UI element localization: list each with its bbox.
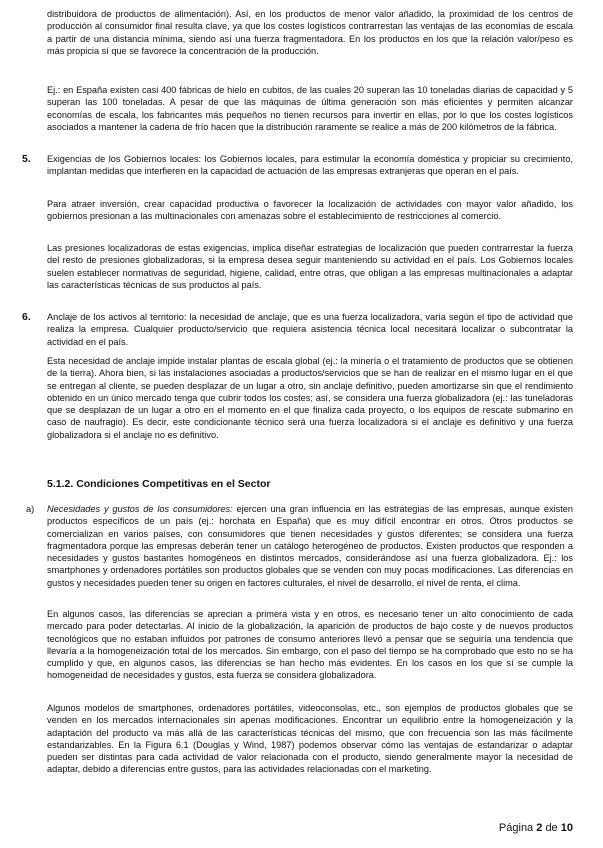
paragraph-continuation: distribuidora de productos de alimentación). Así, en los productos de menor valor añadido, la proximidad de los centros de producción al consumidor final resulta clave, ya que los costes logísticos contrarrestan las ventajas de las economías de escala a partir de una distancia mínima, siendo así una fuerza fragmentadora. En los productos en los que la relación valor/peso es más propicia sí que se favorece la concentración de la producción. — [47, 9, 573, 56]
paragraph-asset-anchoring: Anclaje de los activos al territorio: la necesidad de anclaje, que es una fuerza localizadora, varía según el tipo de actividad que realiza la empresa. Cualquier producto/servicio que requiera asistencia técnica local necesitará localizar o subcontratar la actividad en el país. — [47, 312, 573, 347]
paragraph-ice-example: Ej.: en España existen casi 400 fábricas de hielo en cubitos, de las cuales 20 superan las 10 toneladas diarias de capacidad y 5 superan las 100 toneladas. A pesar de que las máquinas de última generación son más eficientes y permiten alcanzar economías de escala, los fabricantes más pequeños no tienen recursos para invertir en ellas, por lo que los costes logísticos asociados a mantener la cadena de frío hacen que la distribución raramente se realice a más de 200 kilómetros de la fábrica. — [47, 85, 573, 132]
list-number-6: 6. — [22, 311, 31, 323]
paragraph-anchoring-need: Esta necesidad de anclaje impide instalar plantas de escala global (ej.: la minería o el tratamiento de productos que se obtienen de la tierra). Ahora bien, si las instalaciones asociadas a productos/servicios que se han de realizar en el mismo lugar en el que se entregan al cliente, se pueden desplazar de un lugar a otro, sin anclaje definitivo, pueden amortizarse sin que el rendimiento obtenido en un único mercado tenga que cubrir todos los costes; así, se considera una fuerza globalizadora (ej.: las tuneladoras que se desplazan de un lugar a otro en el momento en el que finaliza cada proyecto, o los equipos de rescate submarino en caso de naufragio). Es decir, este condicionante técnico será una fuerza localizadora si el anclaje es definitivo y una fuerza globalizadora si el anclaje no es definitivo. — [47, 356, 573, 440]
paragraph-differences: En algunos casos, las diferencias se aprecian a primera vista y en otros, es necesario tener un alto conocimiento de cada mercado para poder detectarlas. Al inicio de la globalización, la aparición de productos de bajo coste y de nuevos productos tecnológicos que no estaban influidos por patrones de consumo anteriores llevó a pensar que se seguiría una tendencia que llevaría a la homogeneización total de los mercados. Sin embargo, con el paso del tiempo se ha comprobado que esto no se ha cumplido y que, en algunos casos, las diferencias se han hecho más evidentes. En los casos en los que sí se cumple la homogeneidad de necesidades y gustos, esta fuerza se considera globalizadora. — [47, 609, 573, 681]
footer-current-page: 2 — [536, 822, 543, 834]
paragraph-consumer-needs — [47, 503, 573, 589]
paragraph-localizing-pressures: Las presiones localizadoras de estas exigencias, implica diseñar estrategias de localización que pueden contrarrestar la fuerza del resto de presiones globalizadoras, si la empresa desea seguir manteniendo su actividad en el país. Los Gobiernos locales suelen establecer normativas de seguridad, higiene, calidad, entre otras, que obligan a las empresas multinacionales a adaptar las características técnicas de sus productos al país. — [47, 243, 573, 290]
paragraph-consumer-needs-title: Necesidades y gustos de los consumidores: — [47, 504, 233, 514]
footer-label: Página — [498, 822, 534, 834]
section-heading: 5.1.2. Condiciones Competitivas en el Sector — [47, 478, 271, 490]
page-footer — [499, 822, 573, 834]
list-letter-a: a) — [26, 504, 35, 514]
footer-of: de — [545, 822, 558, 834]
footer-total-pages: 10 — [560, 822, 573, 834]
paragraph-global-products: Algunos modelos de smartphones, ordenadores portátiles, videoconsolas, etc., son ejemplos de productos globales que se venden en los mercados internacionales sin apenas modificaciones. Encontrar un equilibrio entre la homogeneización y la adaptación del producto va más allá de las características técnicas del mismo, que con frecuencia son las más fácilmente estandarizables. En la Figura 6.1 (Douglas y Wind, 1987) podemos observar cómo las ventajas de estandarizar o adaptar pueden ser distintas para cada actividad de valor relacionada con el producto, siendo generalmente mayor la necesidad de adaptar, debido a diferencias entre gustos, para las actividades relacionadas con el marketing. — [47, 703, 573, 775]
list-number-5: 5. — [22, 153, 31, 165]
paragraph-consumer-needs-body: ejercen una gran influencia en las estrategias de las empresas, aunque existen productos específicos de un país (ej.: horchata en España) que es muy difícil encontrar en otros. Otros productos se comercializan en varios países, con consumidores que tienen necesidades y gustos diferentes; se considera una fuerza fragmentadora porque las empresas deberán tener un catálogo heterogéneo de productos. Existen productos que responden a necesidades y gustos bastantes homogéneos en distintos mercados, considerándose así una fuerza globalizadora. Ej.: los smartphones y ordenadores portátiles son productos globales que se venden con muy pocas modificaciones. Las diferencias en gustos y necesidades pueden tener su origen en factores culturales, el nivel de desarrollo, el nivel de renta, el clima. — [47, 504, 573, 588]
paragraph-attract-investment: Para atraer inversión, crear capacidad productiva o favorecer la localización de actividades con mayor valor añadido, los gobiernos presionan a las multinacionales con amenazas sobre el establecimiento de restricciones al comercio. — [47, 199, 573, 222]
paragraph-local-governments: Exigencias de los Gobiernos locales: los Gobiernos locales, para estimular la economía doméstica y propiciar su crecimiento, implantan medidas que interfieren en la capacidad de actuación de las empresas extranjeras que operan en el país. — [47, 154, 573, 177]
